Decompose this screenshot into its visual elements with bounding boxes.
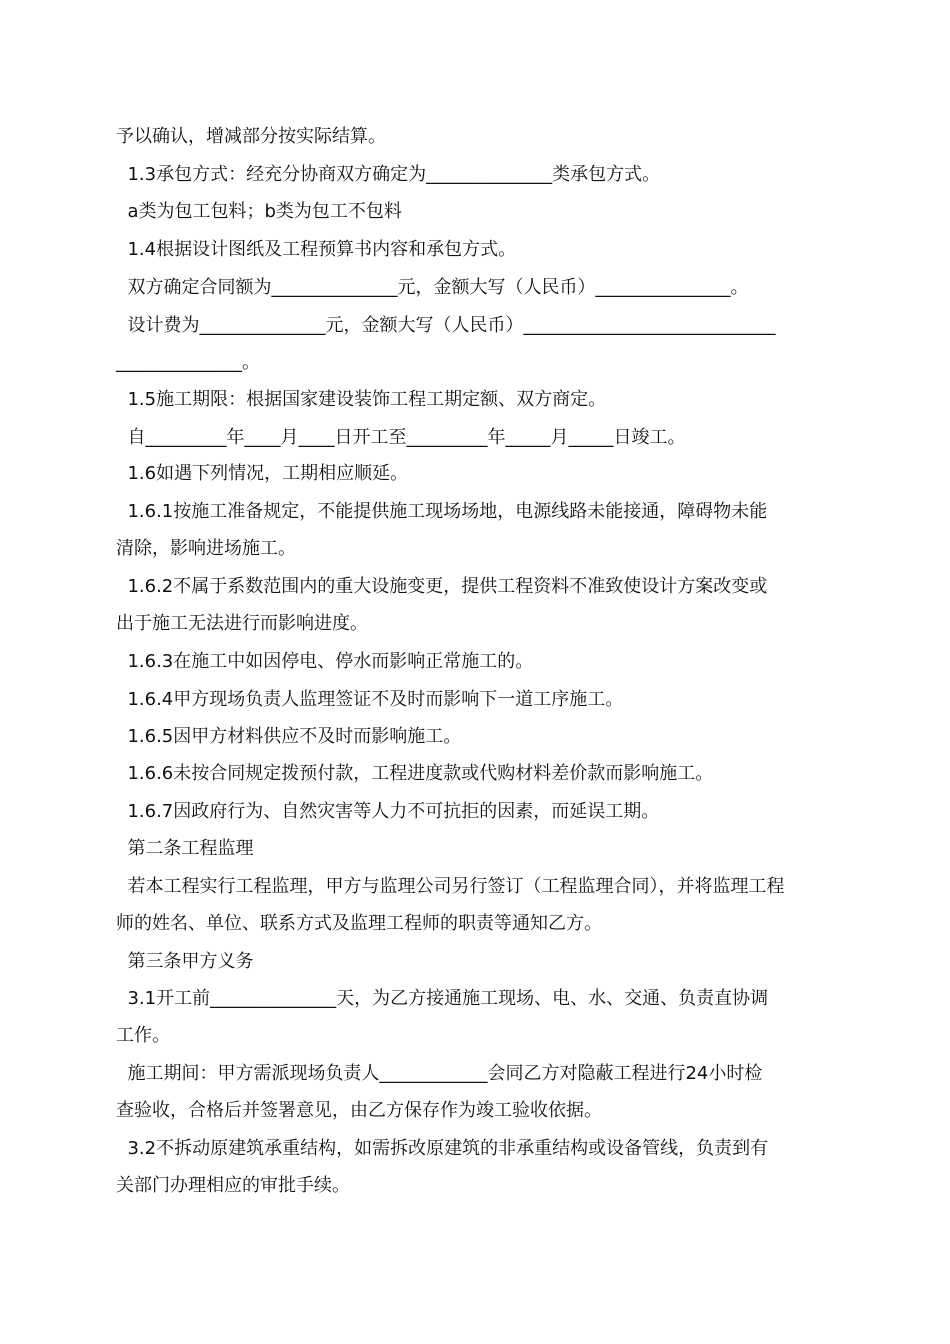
- text-line: 1.4根据设计图纸及工程预算书内容和承包方式。: [116, 239, 517, 260]
- text-line: 1.6.7因政府行为、自然灾害等人力不可抗拒的因素，而延误工期。: [116, 801, 660, 822]
- text-line: 1.3承包方式：经充分协商双方确定为______________类承包方式。: [116, 164, 661, 185]
- text-line: 1.6.4甲方现场负责人监理签证不及时而影响下一道工序施工。: [116, 689, 624, 710]
- section-heading: 第三条甲方义务: [116, 951, 254, 972]
- text-line: 关部门办理相应的审批手续。: [116, 1175, 350, 1196]
- text-line: ______________。: [116, 352, 260, 373]
- text-line: 予以确认，增减部分按实际结算。: [116, 126, 386, 147]
- text-line: 1.6.3在施工中如因停电、停水而影响正常施工的。: [116, 651, 534, 672]
- text-line: 1.6.6未按合同规定拨预付款，工程进度款或代购材料差价款而影响施工。: [116, 763, 714, 784]
- text-line: 1.6如遇下列情况，工期相应顺延。: [116, 463, 409, 484]
- text-line: 师的姓名、单位、联系方式及监理工程师的职责等通知乙方。: [116, 913, 602, 934]
- section-heading: 第二条工程监理: [116, 838, 254, 859]
- text-line: 出于施工无法进行而影响进度。: [116, 613, 368, 634]
- text-line: 1.5施工期限：根据国家建设装饰工程工期定额、双方商定。: [116, 389, 607, 410]
- text-line: 设计费为______________元，金额大写（人民币）____________________________: [116, 315, 776, 336]
- text-line: 施工期间：甲方需派现场负责人____________会同乙方对隐蔽工程进行24小时检: [116, 1063, 763, 1084]
- text-line: 工作。: [116, 1025, 170, 1046]
- text-line: 1.6.2不属于系数范围内的重大设施变更，提供工程资料不准致使设计方案改变或: [116, 576, 768, 597]
- text-line: a类为包工包料；b类为包工不包料: [116, 201, 402, 222]
- text-line: 查验收，合格后并签署意见，由乙方保存作为竣工验收依据。: [116, 1100, 602, 1121]
- text-line: 自_________年____月____日开工至_________年_____月_____日竣工。: [116, 427, 686, 448]
- text-line: 1.6.1按施工准备规定，不能提供施工现场场地，电源线路未能接通，障碍物未能: [116, 501, 768, 522]
- text-line: 1.6.5因甲方材料供应不及时而影响施工。: [116, 726, 462, 747]
- text-line: 3.1开工前______________天，为乙方接通施工现场、电、水、交通、负责直协调: [116, 988, 769, 1009]
- text-line: 清除，影响进场施工。: [116, 538, 296, 559]
- text-line: 双方确定合同额为______________元，金额大写（人民币）_______________。: [116, 277, 749, 298]
- text-line: 若本工程实行工程监理，甲方与监理公司另行签订（工程监理合同），并将监理工程: [116, 876, 785, 897]
- text-line: 3.2不拆动原建筑承重结构，如需拆改原建筑的非承重结构或设备管线，负责到有: [116, 1138, 769, 1159]
